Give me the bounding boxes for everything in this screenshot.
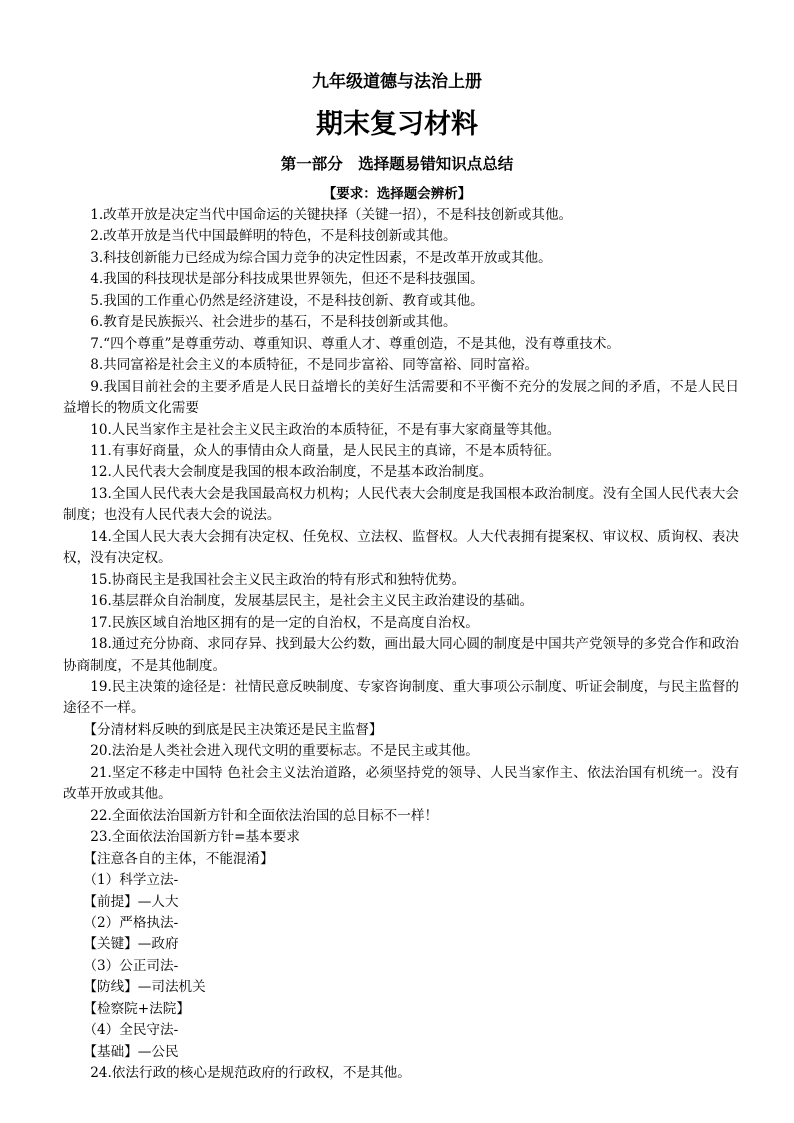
paragraph-26: （1）科学立法- [83, 872, 179, 889]
paragraph-19: 19.民主决策的途径是：社情民意反映制度、专家咨询制度、重大事项公示制度、听证会制度，与民主监督的途径不一样。 [63, 678, 739, 717]
paragraph-7: 7.“四个尊重”是尊重劳动、尊重知识、尊重人才、尊重创造，不是其他，没有尊重技术。 [90, 335, 621, 352]
paragraph-3: 3.科技创新能力已经成为综合国力竞争的决定性因素，不是改革开放或其他。 [90, 249, 552, 266]
paragraph-13: 13.全国人民代表大会是我国最高权力机构；人民代表大会制度是我国根本政治制度。没有全国人民代表大会制度；也没有人民代表大会的说法。 [63, 485, 739, 524]
subject-title: 九年级道德与法治上册 [312, 72, 482, 92]
paragraph-9: 9.我国目前社会的主要矛盾是人民日益增长的美好生活需要和不平衡不充分的发展之间的矛盾，不是人民日益增长的物质文化需要 [63, 378, 739, 417]
document-body [63, 205, 739, 1085]
paragraph-18: 18.通过充分协商、求同存异、找到最大公约数，画出最大同心圆的制度是中国共产党领导的多党合作和政治协商制度，不是其他制度。 [63, 636, 739, 674]
paragraph-23: 22.全面依法治国新方针和全面依法治国的总目标不一样！ [90, 807, 439, 824]
paragraph-10: 10.人民当家作主是社会主义民主政治的本质特征，不是有事大家商量等其他。 [90, 421, 561, 438]
paragraph-11: 11.有事好商量，众人的事情由众人商量，是人民民主的真谛，不是本质特征。 [90, 442, 561, 459]
paragraph-27: 【前提】—人大 [83, 893, 179, 910]
paragraph-20: 【分清材料反映的到底是民主决策还是民主监督】 [83, 721, 383, 738]
paragraph-16: 16.基层群众自治制度，发展基层民主，是社会主义民主政治建设的基础。 [90, 593, 534, 610]
paragraph-4: 4.我国的科技现状是部分科技成果世界领先，但还不是科技强国。 [90, 271, 484, 288]
paragraph-21: 20.法治是人类社会进入现代文明的重要标志。不是民主或其他。 [90, 743, 479, 760]
paragraph-29: 【关键】—政府 [83, 936, 179, 953]
requirement-note: 【要求：选择题会辨析】 [322, 186, 472, 202]
paragraph-32: 【检察院+法院】 [83, 1000, 190, 1017]
paragraph-31: 【防线】—司法机关 [83, 979, 206, 996]
paragraph-15: 15.协商民主是我国社会主义民主政治的特有形式和独特优势。 [90, 571, 466, 588]
paragraph-34: 【基础】—公民 [83, 1043, 179, 1060]
paragraph-30: （3）公正司法- [83, 957, 179, 974]
paragraph-24: 23.全面依法治国新方针=基本要求 [90, 829, 300, 846]
paragraph-25: 【注意各自的主体，不能混淆】 [83, 850, 274, 867]
section-title: 第一部分 选择题易错知识点总结 [280, 155, 514, 173]
paragraph-22: 21.坚定不移走中国特 色社会主义法治道路，必须坚持党的领导、人民当家作主、依法治国有机统一。没有改革开放或其他。 [63, 764, 739, 803]
paragraph-1: 1.改革开放是决定当代中国命运的关键抉择（关键一招），不是科技创新或其他。 [90, 207, 573, 223]
paragraph-6: 6.教育是民族振兴、社会进步的基石，不是科技创新或其他。 [90, 314, 457, 331]
paragraph-2: 2.改革开放是当代中国最鲜明的特色，不是科技创新或其他。 [90, 228, 457, 245]
paragraph-17: 17.民族区域自治地区拥有的是一定的自治权，不是高度自治权。 [90, 614, 479, 631]
paragraph-33: （4）全民守法- [83, 1022, 179, 1039]
paragraph-14: 14.全国人民大表大会拥有决定权、任免权、立法权、监督权。人大代表拥有提案权、审议权、质询权、表决权，没有决定权。 [63, 528, 739, 567]
paragraph-28: （2）严格执法- [83, 914, 179, 931]
paragraph-8: 8.共同富裕是社会主义的本质特征，不是同步富裕、同等富裕、同时富裕。 [90, 357, 539, 374]
paragraph-5: 5.我国的工作重心仍然是经济建设，不是科技创新、教育或其他。 [90, 292, 484, 309]
paragraph-35: 24.依法行政的核心是规范政府的行政权，不是其他。 [90, 1065, 411, 1082]
paragraph-12: 12.人民代表大会制度是我国的根本政治制度，不是基本政治制度。 [90, 464, 493, 481]
page-title: 期末复习材料 [316, 109, 478, 140]
